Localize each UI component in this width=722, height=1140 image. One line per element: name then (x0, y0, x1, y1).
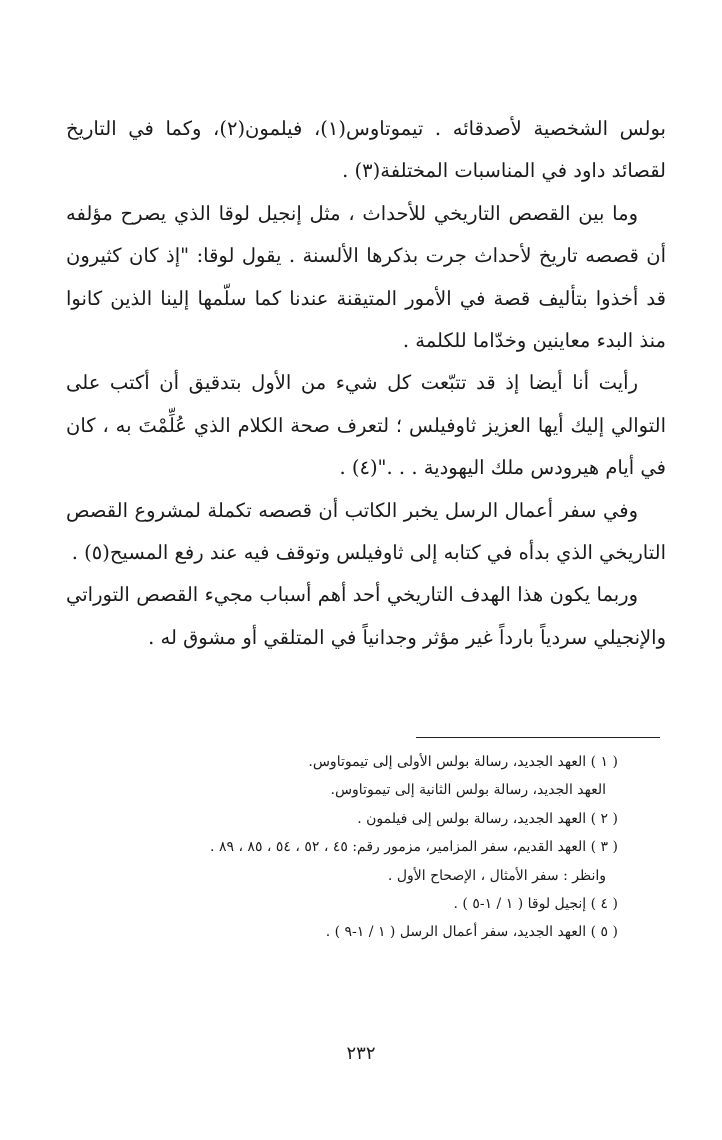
paragraph-4: وفي سفر أعمال الرسل يخبر الكاتب أن قصصه تكملة لمشروع القصص التاريخي الذي بدأه في كتابه إلى ثاوفيلس وتوقف فيه عند رفع المسيح(٥) . (66, 498, 666, 565)
paragraph-3: رأيت أنا أيضا إذ قد تتبّعت كل شيء من الأول بتدقيق أن أكتب على التوالي إليك أيها العزيز ثاوفيلس ؛ لتعرف صحة الكلام الذي عُلِّمْتَ به ، كان في أيام هيرودس ملك اليهودية . . ."(٤) . (66, 371, 666, 480)
paragraph-2: وما بين القصص التاريخي للأحداث ، مثل إنجيل لوقا الذي يصرح مؤلفه أن قصصه تاريخ لأحداث جرت بذكرها الألسنة . يقول لوقا: "إذ كان كثيرون قد أخذوا بتأليف قصة في الأمور المتيقنة عندنا كما سلّمها إلينا الذين كانوا منذ البدء معاينين وخدّاما للكلمة . (66, 201, 666, 353)
page-number: ٢٣٢ (346, 1043, 376, 1064)
body-text (66, 108, 666, 659)
footnote-1: ( ١ ) العهد الجديد، رسالة بولس الأولى إلى تيموتاوس. (308, 754, 618, 770)
footnote-1-continuation: العهد الجديد، رسالة بولس الثانية إلى تيموتاوس. (330, 782, 606, 799)
footnotes (98, 748, 618, 947)
footnote-4: ( ٤ ) إنجيل لوقا ( ١ / ١-٥ ) . (453, 896, 618, 913)
footnote-3: ( ٣ ) العهد القديم، سفر المزامير، مزمور رقم: ٤٥ ، ٥٢ ، ٥٤ ، ٨٥ ، ٨٩ . (210, 839, 618, 856)
footnote-separator (416, 737, 660, 738)
footnote-3-continuation: وانظر : سفر الأمثال ، الإصحاح الأول . (387, 867, 606, 884)
footnote-2: ( ٢ ) العهد الجديد، رسالة بولس إلى فيلمون . (357, 810, 618, 827)
paragraph-5: وربما يكون هذا الهدف التاريخي أحد أهم أسباب مجيء القصص التوراتي والإنجيلي سردياً بارداً غير مؤثر وجدانياً في المتلقي أو مشوق له . (66, 583, 666, 649)
paragraph-1: بولس الشخصية لأصدقائه . تيموتاوس(١)، فيلمون(٢)، وكما في التاريخ لقصائد داود في المناسبات المختلفة(٣) . (66, 117, 666, 183)
footnote-5: ( ٥ ) العهد الجديد، سفر أعمال الرسل ( ١ / ١-٩ ) . (325, 924, 618, 941)
